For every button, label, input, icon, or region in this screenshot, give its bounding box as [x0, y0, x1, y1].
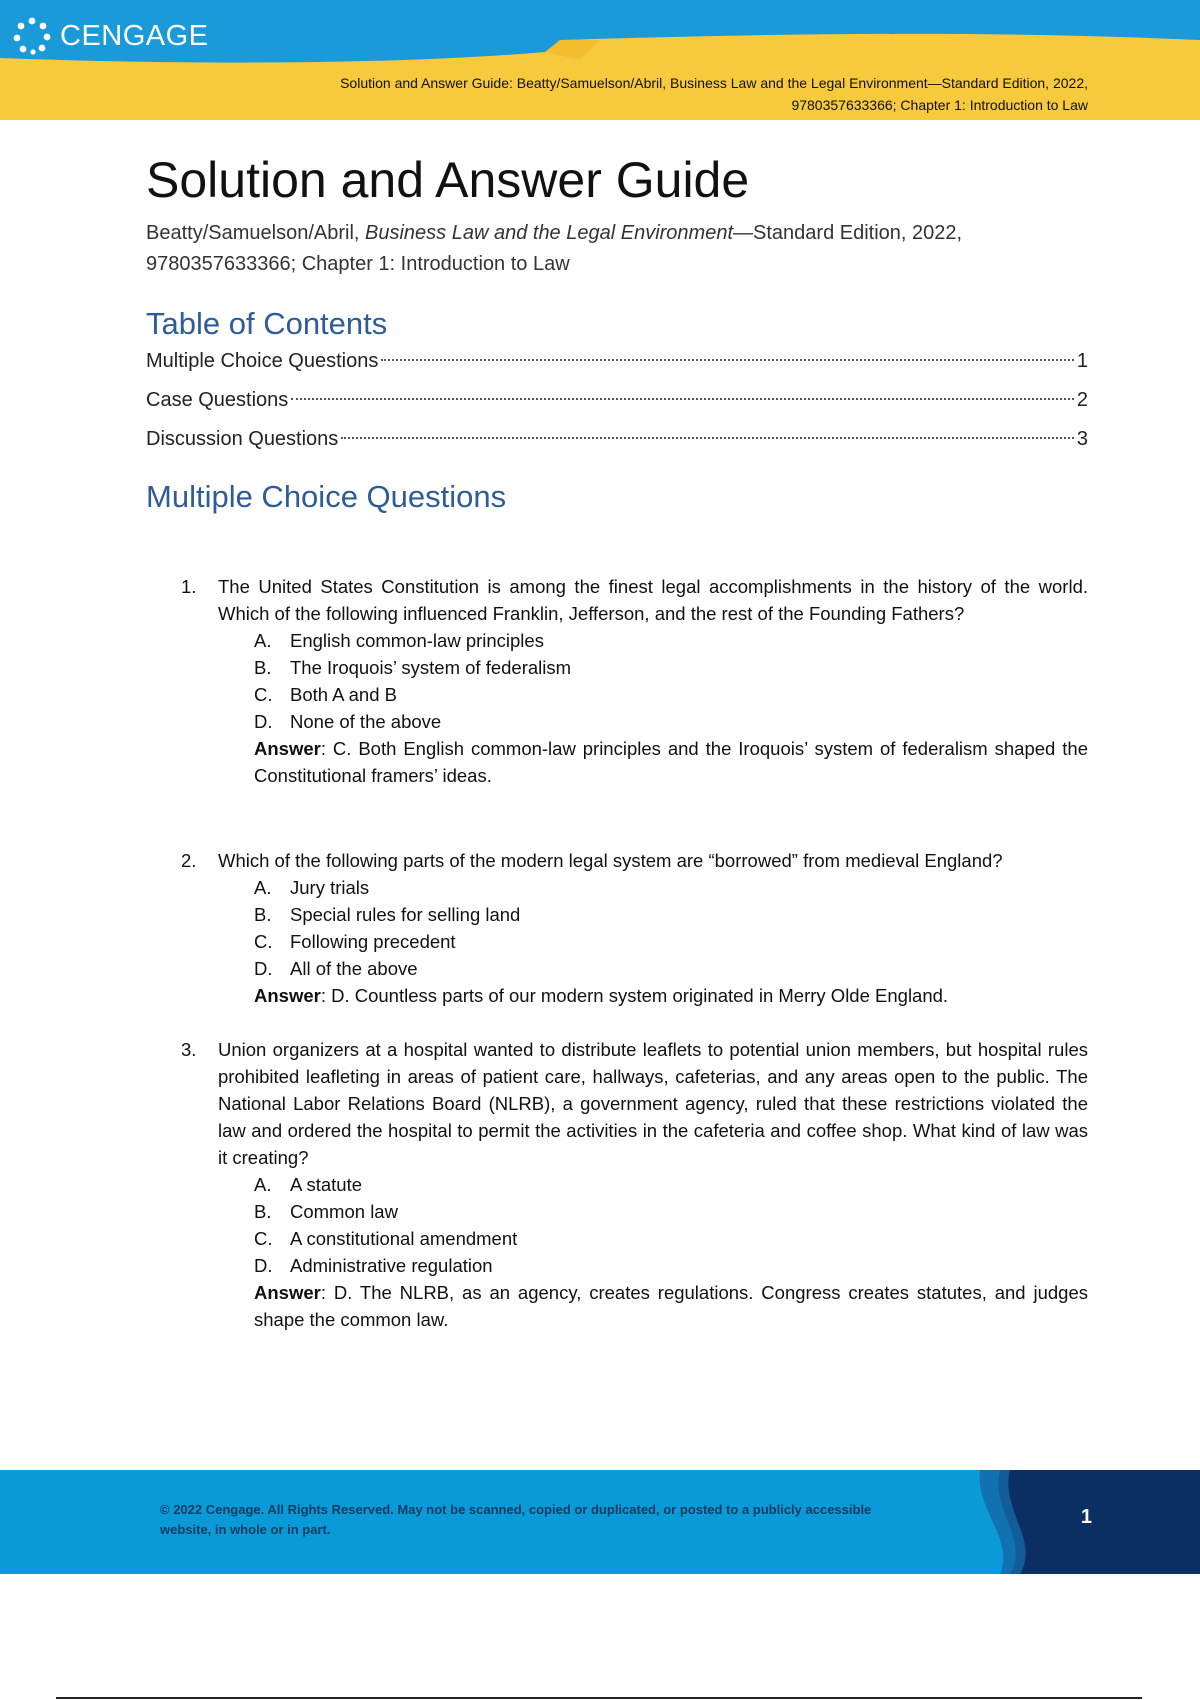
subtitle-isbn-chapter: 9780357633366; Chapter 1: Introduction to Law	[146, 253, 570, 275]
copyright-line2: website, in whole or in part.	[160, 1522, 331, 1537]
question-2	[146, 847, 1088, 1009]
question-number: 3.	[181, 1039, 197, 1060]
option-d	[254, 955, 1088, 982]
toc-entry-label: Discussion Questions	[146, 428, 339, 450]
question-number: 1.	[181, 576, 197, 597]
answer-explanation: : C. Both English common-law principles and the Iroquois’ system of federalism shaped the Constitutional framers’ ideas.	[254, 738, 1088, 786]
option-letter: C.	[254, 684, 273, 705]
option-text: Administrative regulation	[290, 1255, 493, 1276]
header-band	[0, 0, 1200, 120]
page-bottom-rule	[56, 1697, 1142, 1699]
question-body	[218, 573, 1088, 789]
option-list	[218, 627, 1088, 735]
option-letter: A.	[254, 877, 272, 898]
toc-heading: Table of Contents	[146, 306, 388, 341]
option-text: English common-law principles	[290, 630, 544, 651]
toc-entry-multiple-choice[interactable]	[146, 346, 1088, 385]
answer-label: Answer	[254, 738, 321, 759]
option-b	[254, 654, 1088, 681]
cengage-logo-icon	[12, 16, 52, 56]
table-of-contents	[146, 346, 1088, 463]
option-letter: B.	[254, 1201, 272, 1222]
page-number: 1	[1080, 1506, 1092, 1528]
document-subtitle	[146, 218, 1088, 280]
toc-entry-discussion-questions[interactable]	[146, 424, 1088, 463]
option-d	[254, 1252, 1088, 1279]
subtitle-book-title: Business Law and the Legal Environment	[365, 222, 734, 244]
option-list	[218, 874, 1088, 982]
mcq-heading: Multiple Choice Questions	[146, 479, 507, 514]
cengage-logo	[12, 16, 209, 56]
option-c	[254, 681, 1088, 708]
option-text: Jury trials	[290, 877, 370, 898]
toc-entry-page: 1	[1076, 350, 1088, 372]
option-a	[254, 627, 1088, 654]
question-body	[218, 1036, 1088, 1333]
option-text: Common law	[290, 1201, 398, 1222]
question-text: Union organizers at a hospital wanted to distribute leaflets to potential union members, but hospital rules prohibited leafleting in areas of patient care, hallways, cafeterias, and any areas open to the public. The National Labor Relations Board (NLRB), a government agency, ruled that these restrictions violated the law and ordered the hospital to permit the activities in the cafeteria and coffee shop. What kind of law was it creating?	[218, 1039, 1088, 1168]
option-letter: B.	[254, 904, 272, 925]
question-body	[218, 847, 1088, 1009]
option-letter: B.	[254, 657, 272, 678]
option-list	[218, 1171, 1088, 1279]
toc-entry-case-questions[interactable]	[146, 385, 1088, 424]
option-a	[254, 874, 1088, 901]
header-citation	[168, 72, 1088, 116]
option-c	[254, 928, 1088, 955]
toc-leader-dots	[341, 437, 1074, 439]
question-spacer	[146, 1009, 1088, 1036]
option-text: Special rules for selling land	[290, 904, 521, 925]
cengage-brand-text: CENGAGE	[60, 19, 209, 52]
option-b	[254, 901, 1088, 928]
toc-entry-label: Case Questions	[146, 389, 289, 411]
subtitle-authors: Beatty/Samuelson/Abril,	[146, 222, 365, 244]
option-letter: A.	[254, 1174, 272, 1195]
header-citation-line1: Solution and Answer Guide: Beatty/Samuelson/Abril, Business Law and the Legal Environment—Standard Edition, 2022,	[340, 75, 1088, 91]
option-text: Following precedent	[290, 931, 456, 952]
copyright-line1: © 2022 Cengage. All Rights Reserved. May not be scanned, copied or duplicated, or posted to a publicly accessible	[160, 1502, 872, 1517]
subtitle-edition: —Standard Edition, 2022,	[733, 222, 963, 244]
header-citation-line2: 9780357633366; Chapter 1: Introduction to Law	[791, 97, 1088, 113]
option-b	[254, 1198, 1088, 1225]
question-spacer	[146, 789, 1088, 847]
toc-leader-dots	[381, 359, 1074, 361]
answer-explanation: : D. Countless parts of our modern system originated in Merry Olde England.	[320, 985, 949, 1006]
toc-leader-dots	[291, 398, 1074, 400]
option-text: Both A and B	[290, 684, 397, 705]
answer-label: Answer	[254, 985, 321, 1006]
option-text: A statute	[290, 1174, 362, 1195]
option-text: A constitutional amendment	[290, 1228, 518, 1249]
question-3	[146, 1036, 1088, 1333]
toc-entry-page: 3	[1076, 428, 1088, 450]
footer-band	[0, 1470, 1200, 1574]
option-letter: C.	[254, 931, 273, 952]
option-text: None of the above	[290, 711, 442, 732]
question-1	[146, 573, 1088, 789]
option-letter: C.	[254, 1228, 273, 1249]
footer-copyright	[160, 1500, 940, 1540]
answer-label: Answer	[254, 1282, 321, 1303]
option-c	[254, 1225, 1088, 1252]
question-number: 2.	[181, 850, 197, 871]
option-letter: A.	[254, 630, 272, 651]
answer-explanation: : D. The NLRB, as an agency, creates regulations. Congress creates statutes, and judges shape the common law.	[254, 1282, 1088, 1330]
document-title: Solution and Answer Guide	[146, 152, 750, 208]
question-list	[146, 573, 1088, 1333]
option-letter: D.	[254, 711, 273, 732]
option-letter: D.	[254, 958, 273, 979]
answer-text	[218, 1279, 1088, 1333]
question-text: Which of the following parts of the modern legal system are “borrowed” from medieval England?	[218, 850, 1003, 871]
option-d	[254, 708, 1088, 735]
question-text: The United States Constitution is among the finest legal accomplishments in the history of the world. Which of the following influenced Franklin, Jefferson, and the rest of the Founding Fathers?	[218, 576, 1088, 624]
option-letter: D.	[254, 1255, 273, 1276]
option-text: The Iroquois’ system of federalism	[290, 657, 572, 678]
option-text: All of the above	[290, 958, 418, 979]
option-a	[254, 1171, 1088, 1198]
toc-entry-page: 2	[1076, 389, 1088, 411]
toc-entry-label: Multiple Choice Questions	[146, 350, 379, 372]
answer-text	[218, 735, 1088, 789]
document-body	[146, 150, 1088, 1333]
answer-text	[218, 982, 1088, 1009]
